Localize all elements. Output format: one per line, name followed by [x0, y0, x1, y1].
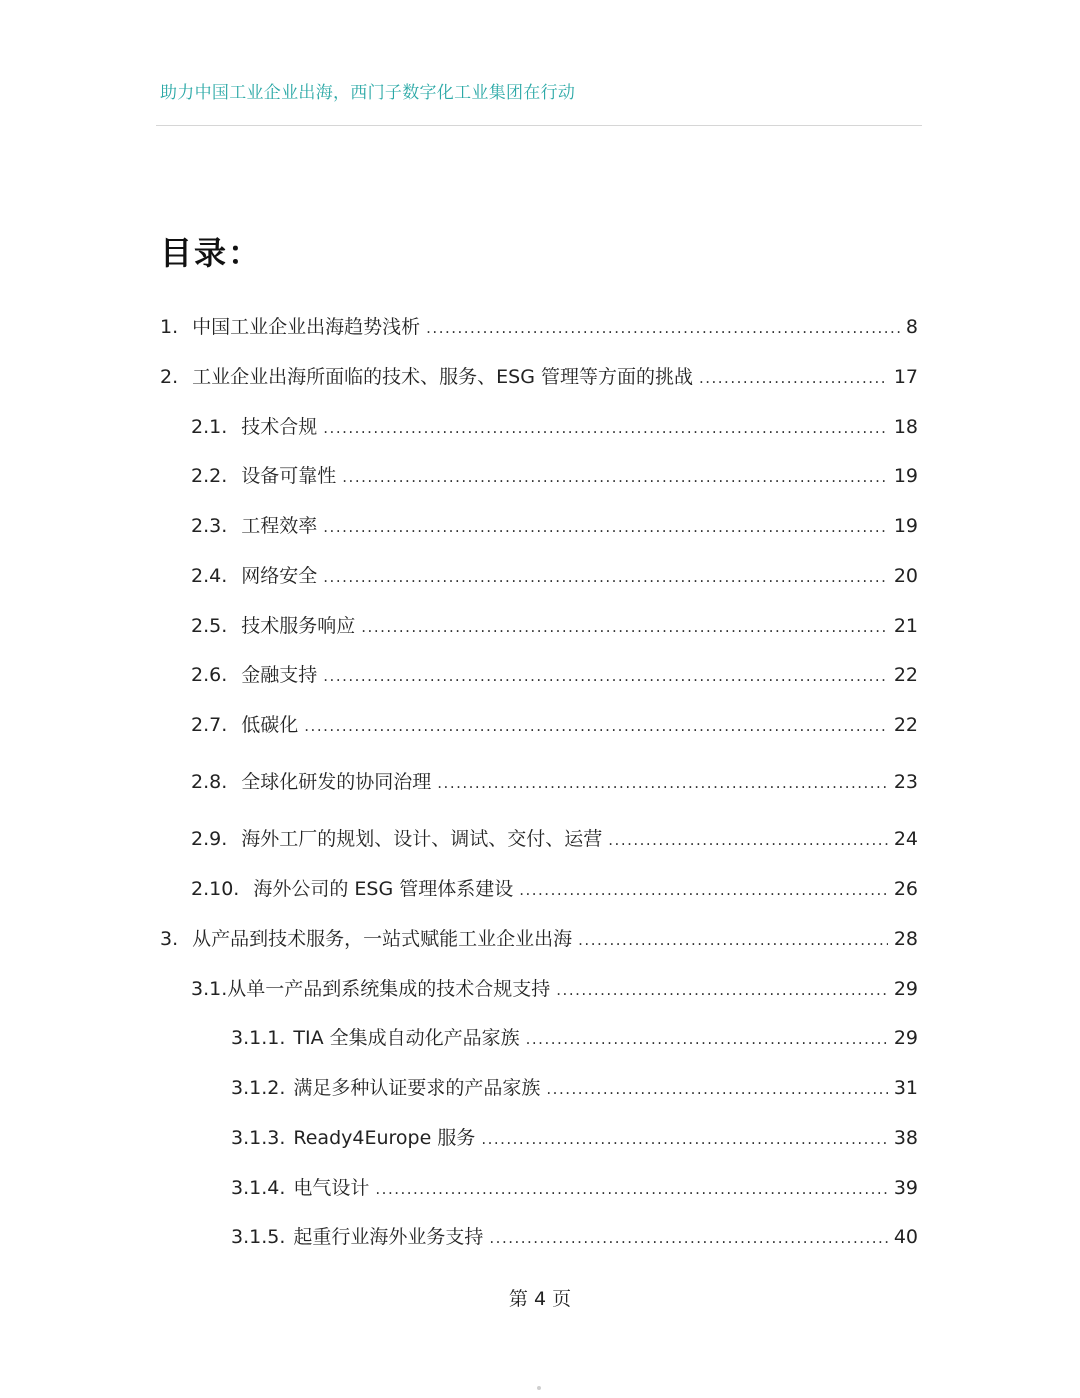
- toc-entry-number: 3.1.1.: [231, 1027, 286, 1049]
- toc-entry[interactable]: [191, 611, 918, 639]
- scroll-indicator-dot: [537, 1386, 541, 1390]
- toc-entry-page: 31: [893, 1077, 918, 1099]
- toc-dot-leader: [481, 1130, 887, 1148]
- toc-entry-page: 20: [893, 565, 918, 587]
- toc-entry-page: 21: [893, 615, 918, 637]
- toc-entry[interactable]: [191, 824, 918, 852]
- toc-entry-title: 中国工业企业出海趋势浅析: [192, 316, 421, 338]
- toc-entry-number: 3.: [160, 928, 179, 950]
- toc-dot-leader: [578, 931, 888, 949]
- toc-entry[interactable]: [191, 710, 918, 738]
- running-header: 助力中国工业企业出海，西门子数字化工业集团在行动: [160, 83, 576, 103]
- toc-entry-number: 2.4.: [191, 565, 228, 587]
- toc-entry[interactable]: [191, 660, 918, 688]
- toc-entry-page: 26: [893, 878, 918, 900]
- toc-title: 目录：: [160, 234, 263, 272]
- toc-entry-page: 29: [893, 978, 918, 1000]
- toc-entry[interactable]: [191, 767, 918, 795]
- toc-entry-number: 3.1.5.: [231, 1226, 286, 1248]
- toc-entry-title: 从单一产品到系统集成的技术合规支持: [227, 978, 551, 1000]
- toc-entry-title: 全球化研发的协同治理: [241, 771, 432, 793]
- toc-entry-number: 2.6.: [191, 664, 228, 686]
- toc-dot-leader: [519, 881, 888, 899]
- toc-entry[interactable]: [231, 1073, 918, 1101]
- toc-dot-leader: [426, 319, 900, 337]
- toc-entry-page: 8: [905, 316, 918, 338]
- toc-entry-title: 工业企业出海所面临的技术、服务、ESG 管理等方面的挑战: [192, 366, 693, 388]
- toc-entry-number: 2.8.: [191, 771, 228, 793]
- toc-entry-title: 海外公司的 ESG 管理体系建设: [253, 878, 514, 900]
- toc-dot-leader: [323, 419, 888, 437]
- toc-entry[interactable]: [191, 974, 918, 1002]
- toc-entry-page: 29: [893, 1027, 918, 1049]
- toc-dot-leader: [375, 1180, 887, 1198]
- toc-entry-title: 设备可靠性: [241, 465, 337, 487]
- toc-dot-leader: [323, 518, 888, 536]
- toc-entry-page: 38: [893, 1127, 918, 1149]
- toc-dot-leader: [323, 568, 888, 586]
- toc-entry-number: 3.1.4.: [231, 1177, 286, 1199]
- toc-entry[interactable]: [160, 362, 918, 390]
- toc-entry-title: Ready4Europe 服务: [293, 1127, 476, 1149]
- toc-entry-title: TIA 全集成自动化产品家族: [293, 1027, 520, 1049]
- toc-entry-title: 低碳化: [241, 714, 299, 736]
- toc-entry[interactable]: [160, 924, 918, 952]
- toc-entry-number: 2.5.: [191, 615, 228, 637]
- toc-entry-title: 技术合规: [241, 416, 318, 438]
- toc-entry-page: 23: [893, 771, 918, 793]
- toc-dot-leader: [323, 667, 888, 685]
- toc-dot-leader: [699, 369, 888, 387]
- toc-dot-leader: [526, 1030, 888, 1048]
- toc-entry-page: 39: [893, 1177, 918, 1199]
- toc-entry-number: 3.1.2.: [231, 1077, 286, 1099]
- toc-entry-page: 28: [893, 928, 918, 950]
- toc-dot-leader: [437, 774, 888, 792]
- toc-entry-page: 24: [893, 828, 918, 850]
- toc-dot-leader: [361, 618, 888, 636]
- toc-entry-page: 40: [893, 1226, 918, 1248]
- toc-entry[interactable]: [231, 1123, 918, 1151]
- toc-entry-title: 工程效率: [241, 515, 318, 537]
- toc-entry[interactable]: [191, 511, 918, 539]
- toc-entry[interactable]: [231, 1222, 918, 1250]
- toc-entry-page: 19: [893, 515, 918, 537]
- toc-entry-number: 2.10.: [191, 878, 240, 900]
- toc-dot-leader: [608, 831, 888, 849]
- header-divider: [156, 125, 922, 126]
- toc-entry[interactable]: [231, 1023, 918, 1051]
- toc-entry-number: 2.9.: [191, 828, 228, 850]
- toc-entry[interactable]: [191, 874, 918, 902]
- toc-entry-title: 起重行业海外业务支持: [293, 1226, 484, 1248]
- toc-entry-page: 19: [893, 465, 918, 487]
- toc-entry-title: 从产品到技术服务，一站式赋能工业企业出海: [192, 928, 573, 950]
- toc-dot-leader: [556, 981, 888, 999]
- toc-entry-title: 网络安全: [241, 565, 318, 587]
- toc-entry-page: 17: [893, 366, 918, 388]
- toc-entry[interactable]: [191, 412, 918, 440]
- toc-entry-number: 2.7.: [191, 714, 228, 736]
- toc-dot-leader: [304, 717, 888, 735]
- toc-entry-number: 2.1.: [191, 416, 228, 438]
- toc-entry-page: 22: [893, 714, 918, 736]
- toc-entry-number: 2.3.: [191, 515, 228, 537]
- toc-dot-leader: [342, 468, 888, 486]
- toc-entry-page: 18: [893, 416, 918, 438]
- toc-dot-leader: [546, 1080, 887, 1098]
- toc-entry[interactable]: [191, 461, 918, 489]
- toc-entry-title: 海外工厂的规划、设计、调试、交付、运营: [241, 828, 603, 850]
- toc-entry[interactable]: [160, 312, 918, 340]
- toc-dot-leader: [489, 1229, 887, 1247]
- toc-entry-number: 2.2.: [191, 465, 228, 487]
- toc-entry-number: 3.1.: [191, 978, 228, 1000]
- toc-entry[interactable]: [231, 1173, 918, 1201]
- page-number-footer: 第 4 页: [508, 1288, 572, 1310]
- toc-entry[interactable]: [191, 561, 918, 589]
- toc-entry-title: 电气设计: [293, 1177, 370, 1199]
- toc-entry-title: 金融支持: [241, 664, 318, 686]
- toc-entry-title: 技术服务响应: [241, 615, 356, 637]
- toc-entry-page: 22: [893, 664, 918, 686]
- toc-entry-title: 满足多种认证要求的产品家族: [293, 1077, 541, 1099]
- toc-entry-number: 2.: [160, 366, 179, 388]
- toc-entry-number: 1.: [160, 316, 179, 338]
- toc-entry-number: 3.1.3.: [231, 1127, 286, 1149]
